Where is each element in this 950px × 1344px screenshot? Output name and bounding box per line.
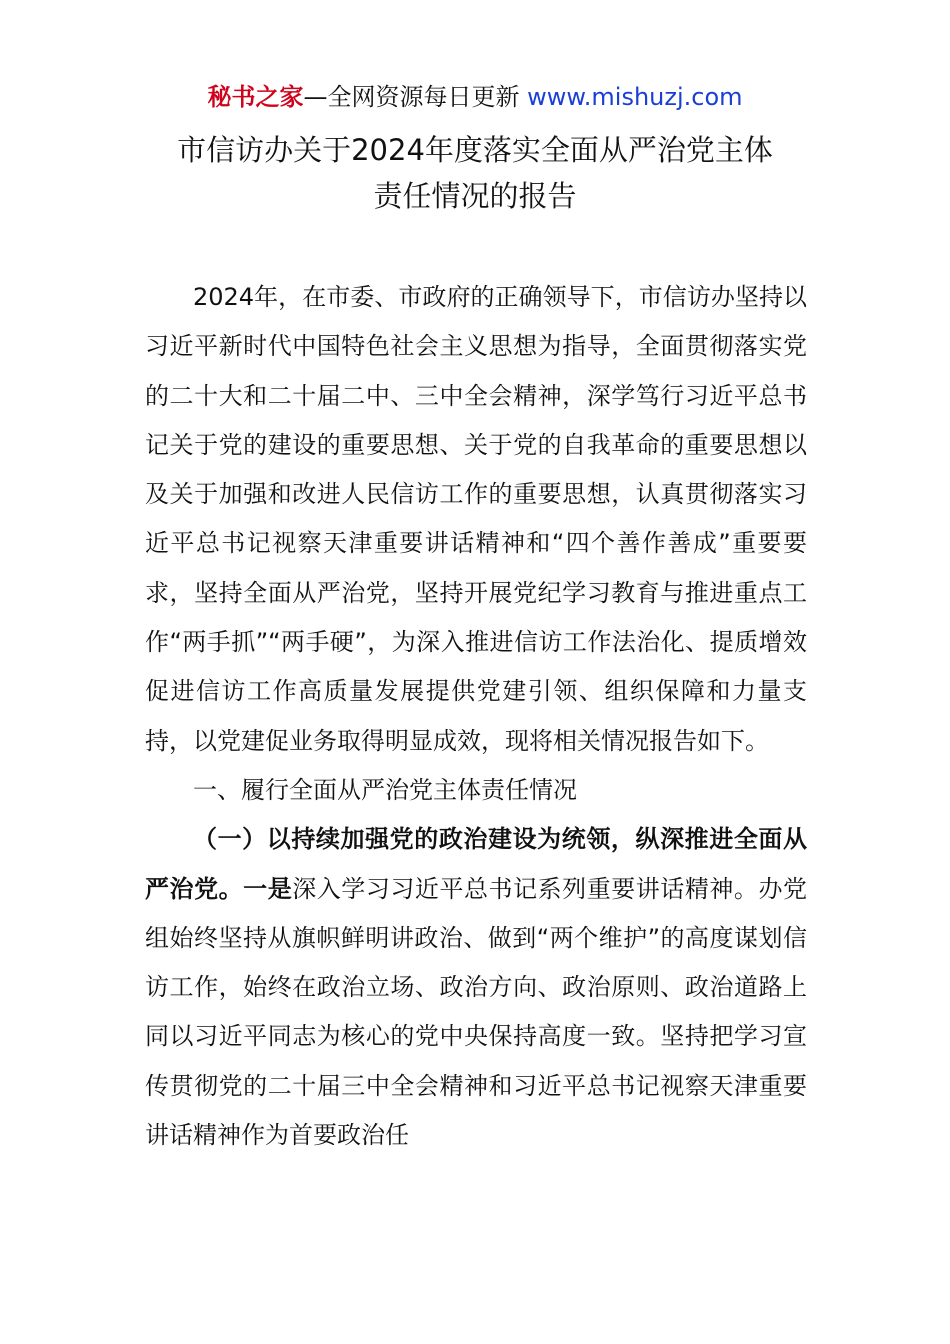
subsection-text-1: 深入学习习近平总书记系列重要讲话精神。办党组始终坚持从旗帜鲜明讲政治、做到“两个维护”的高度谋划信访工作，始终在政治立场、政治方向、政治原则、政治道路上同以习近平同志为核心的党中央保持高度一致。坚持把学习宣传贯彻党的二十届三中全会精神和习近平总书记视察天津重要讲话精神作为首要政治任 [145, 874, 808, 1150]
subsection-heading-1: （一）以持续加强党的政治建设为统领，纵深推进全面从严治党。 [145, 825, 807, 903]
intro-paragraph: 2024年，在市委、市政府的正确领导下，市信访办坚持以习近平新时代中国特色社会主义思想为指导，全面贯彻落实党的二十大和二十届二中、三中全会精神，深学笃行习近平总书记关于党的建设的重要思想、关于党的自我革命的重要思想以及关于加强和改进人民信访工作的重要思想，认真贯彻落实习近平总书记视察天津重要讲话精神和“四个善作善成”重要要求，坚持全面从严治党，坚持开展党纪学习教育与推进重点工作“两手抓”“两手硬”，为深入推进信访工作法治化、提质增效促进信访工作高质量发展提供党建引领、组织保障和力量支持，以党建促业务取得明显成效，现将相关情况报告如下。 [145, 283, 807, 755]
subsection-paragraph-1 [145, 815, 807, 1160]
document-title [0, 127, 950, 219]
watermark-header [0, 80, 950, 114]
brand-name: 秘书之家 [207, 83, 304, 111]
site-url-link[interactable]: www.mishuzj.com [527, 83, 743, 111]
title-line-2: 责任情况的报告 [373, 179, 577, 213]
header-tagline: —全网资源每日更新 [303, 83, 528, 111]
document-body [145, 273, 807, 1160]
point-lead: 一是 [243, 874, 293, 903]
section-heading-1: 一、履行全面从严治党主体责任情况 [193, 775, 577, 804]
title-line-1: 市信访办关于2024年度落实全面从严治党主体 [177, 133, 773, 167]
